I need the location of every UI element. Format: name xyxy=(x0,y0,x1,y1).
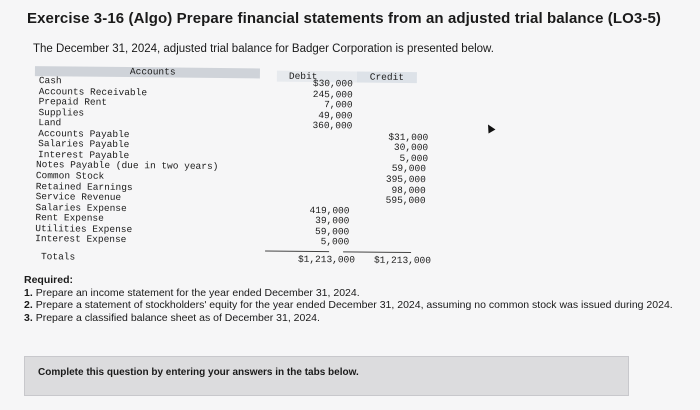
debit-amount: 419,000 xyxy=(309,204,350,216)
account-name: Cash xyxy=(38,75,62,87)
mouse-cursor-icon xyxy=(485,123,496,134)
required-item-3: 3. Prepare a classified balance sheet as of December 31, 2024. xyxy=(24,311,320,324)
account-name: Notes Payable (due in two years) xyxy=(35,159,219,173)
required-section xyxy=(24,274,684,324)
account-name: Rent Expense xyxy=(35,212,104,224)
account-name: Interest Expense xyxy=(35,233,127,246)
credit-amount: 59,000 xyxy=(391,163,427,175)
credit-amount: 98,000 xyxy=(391,184,426,196)
credit-amount: $31,000 xyxy=(388,131,429,143)
totals-credit: $1,213,000 xyxy=(373,254,432,267)
credit-amount: 395,000 xyxy=(385,173,426,186)
totals-row xyxy=(41,251,431,266)
required-heading: Required: xyxy=(24,274,74,286)
credit-amount: 595,000 xyxy=(385,194,426,207)
account-name: Retained Earnings xyxy=(35,180,133,193)
debit-amount: 245,000 xyxy=(312,88,353,100)
credit-total-rule xyxy=(343,251,411,253)
account-name: Interest Payable xyxy=(38,148,130,161)
credit-header-label: Credit xyxy=(369,71,405,83)
instruction-banner-text: Complete this question by entering your answers in the tabs below. xyxy=(38,367,359,378)
debit-amount: 59,000 xyxy=(315,225,350,238)
debit-amount: 7,000 xyxy=(324,99,353,111)
totals-label: Totals xyxy=(40,251,76,263)
debit-amount: 39,000 xyxy=(315,215,350,227)
required-item-1: 1. Prepare an income statement for the year ended December 31, 2024. xyxy=(24,286,360,299)
account-name: Common Stock xyxy=(35,170,105,182)
account-name: Utilities Expense xyxy=(35,222,133,235)
credit-amount: 5,000 xyxy=(399,152,429,165)
debit-header-label: Debit xyxy=(288,70,318,83)
trial-balance-table xyxy=(25,66,432,270)
intro-text: The December 31, 2024, adjusted trial balance for Badger Corporation is presented below. xyxy=(33,43,494,55)
account-name: Salaries Expense xyxy=(35,201,127,214)
debit-amount: 5,000 xyxy=(320,236,350,248)
debit-total-rule xyxy=(265,251,329,253)
debit-amount: 360,000 xyxy=(312,120,353,132)
account-name: Salaries Payable xyxy=(38,138,130,151)
debit-amount: $30,000 xyxy=(312,77,353,90)
instruction-banner xyxy=(24,356,629,396)
accounts-header-label: Accounts xyxy=(129,66,176,78)
account-name: Land xyxy=(38,117,62,129)
exercise-title: Exercise 3-16 (Algo) Prepare financial statements from an adjusted trial balance (LO3-5) xyxy=(27,10,662,27)
account-name: Prepaid Rent xyxy=(38,96,108,108)
debit-amount: 49,000 xyxy=(318,109,353,122)
required-item-2: 2. Prepare a statement of stockholders' equity for the year ended December 31, 2024, assuming no common stock was issued during 2024. xyxy=(24,299,673,311)
credit-amount: 30,000 xyxy=(393,142,429,154)
totals-debit: $1,213,000 xyxy=(297,253,356,266)
account-name: Service Revenue xyxy=(35,191,122,204)
account-name: Accounts Receivable xyxy=(38,85,148,98)
account-name: Supplies xyxy=(38,106,85,119)
account-name: Accounts Payable xyxy=(38,127,130,140)
